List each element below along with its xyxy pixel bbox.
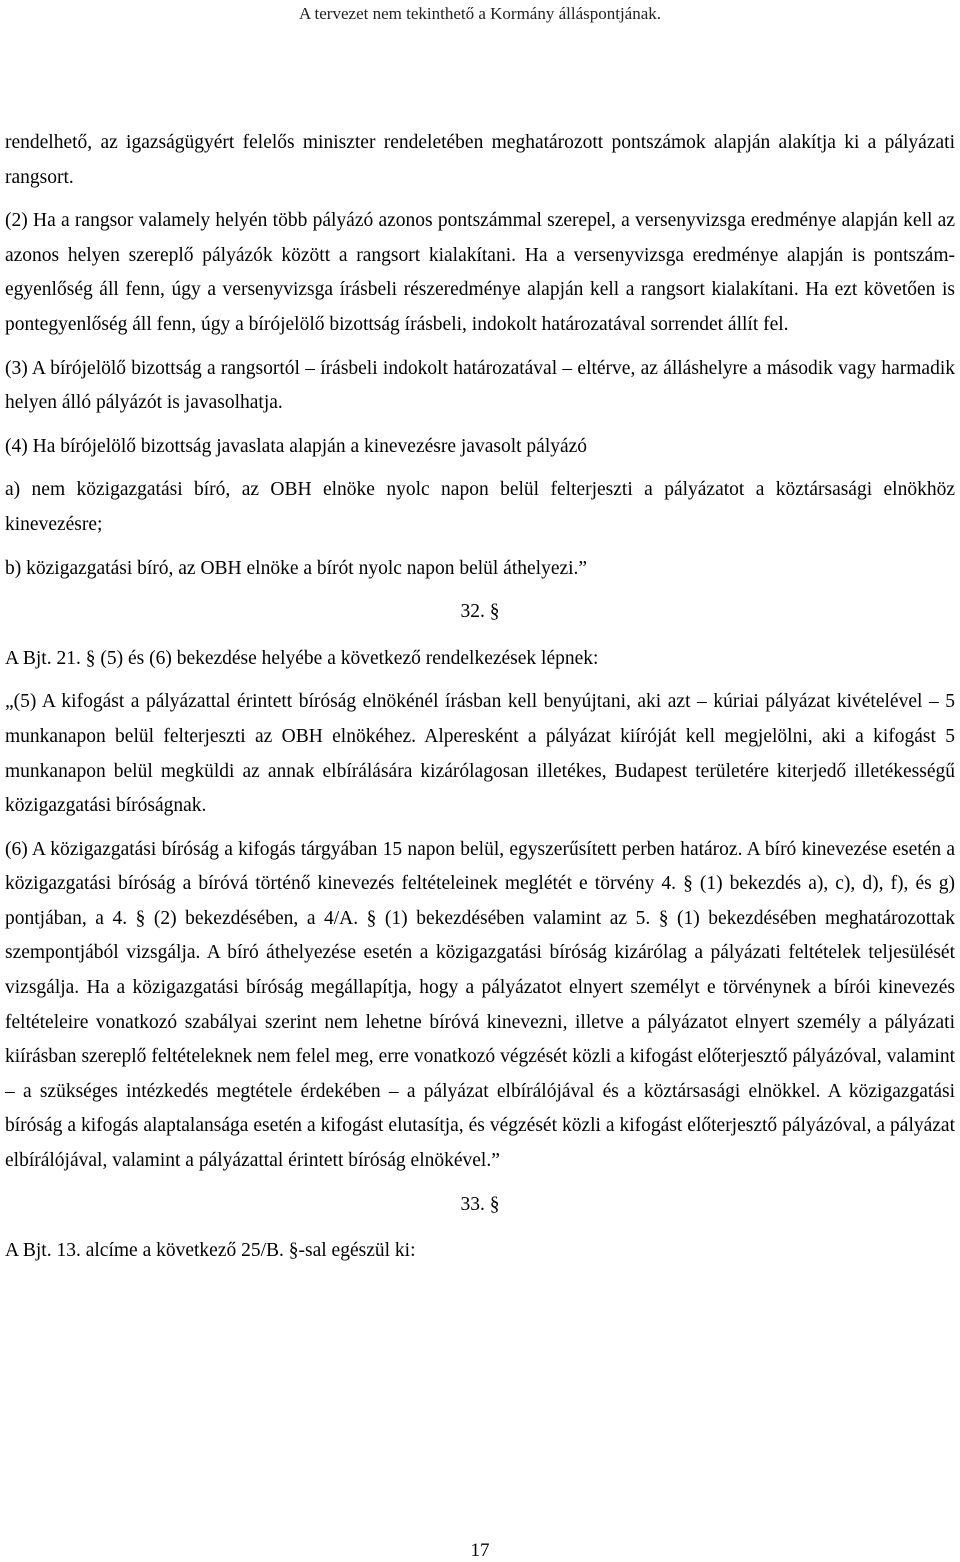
paragraph: (2) Ha a rangsor valamely helyén több pályázó azonos pontszámmal szerepel, a versenyvizsga eredménye alapján kell az azonos helyen szereplő pályázók között a rangsort kialakítani. Ha a versenyvizsga eredménye alapján is pontszám-egyenlőség áll fenn, úgy a versenyvizsga írásbeli részeredménye alapján kell a rangsort kialakítani. Ha ezt követően is pontegyenlőség áll fenn, úgy a bírójelölő bizottság írásbeli, indokolt határozatával sorrendet állít fel.: [5, 210, 955, 335]
paragraph: (6) A közigazgatási bíróság a kifogás tárgyában 15 napon belül, egyszerűsített perben határoz. A bíró kinevezése esetén a közigazgatási bíróság a bíróvá történő kinevezés feltételeinek meglétét e törvény 4. § (1) bekezdés a), c), d), f), és g) pontjában, a 4. § (2) bekezdésében, a 4/A. § (1) bekezdésében valamint az 5. § (1) bekezdésében meghatározottak szempontjából vizsgálja. A bíró áthelyezése esetén a közigazgatási bíróság kizárólag a pályázati feltételek teljesülését vizsgálja. Ha a közigazgatási bíróság megállapítja, hogy a pályázatot elnyert személyt e törvénynek a bírói kinevezés feltételeire vonatkozó szabályai szerint nem lehetne bíróvá kinevezni, illetve a pályázatot elnyert személy a pályázati kiírásban szereplő feltételeknek nem felel meg, erre vonatkozó végzését közli a kifogást előterjesztő pályázóval, valamint – a szükséges intézkedés megtétele érdekében – a pályázat elbírálójával és a köztársasági elnökkel. A közigazgatási bíróság a kifogás alaptalansága esetén a kifogást elutasítja, és végzését közli a kifogást előterjesztő pályázóval, a pályázat elbírálójával, valamint a pályázattal érintett bíróság elnökével.”: [5, 838, 955, 1172]
section-heading: 32. §: [460, 601, 500, 623]
paragraph: b) közigazgatási bíró, az OBH elnöke a bírót nyolc napon belül áthelyezi.”: [5, 557, 588, 579]
paragraph: „(5) A kifogást a pályázattal érintett bíróság elnökénél írásban kell benyújtani, aki azt – kúriai pályázat kivételével – 5 munkanapon belül felterjeszti az OBH elnökéhez. Alperesként a pályázat kiíróját kell megjelölni, aki a kifogást 5 munkanapon belül megküldi az annak elbírálására kizárólagosan illetékes, Budapest területére kiterjedő illetékességű közigazgatási bíróságnak.: [5, 691, 955, 817]
document-body: [5, 126, 955, 1278]
paragraph: (4) Ha bírójelölő bizottság javaslata alapján a kinevezésre javasolt pályázó: [5, 435, 588, 457]
paragraph: A Bjt. 13. alcíme a következő 25/B. §-sal egészül ki:: [5, 1240, 416, 1262]
paragraph: A Bjt. 21. § (5) és (6) bekezdése helyébe a következő rendelkezések lépnek:: [5, 647, 599, 669]
paragraph: (3) A bírójelölő bizottság a rangsortól – írásbeli indokolt határozatával – eltérve, az álláshelyre a második vagy harmadik helyen álló pályázót is javasolhatja.: [5, 357, 955, 414]
section-heading: 33. §: [460, 1193, 500, 1215]
page-header: A tervezet nem tekinthető a Kormány álláspontjának.: [298, 4, 662, 23]
page-number: 17: [470, 1540, 490, 1561]
paragraph: rendelhető, az igazságügyért felelős miniszter rendeletében meghatározott pontszámok alapján alakítja ki a pályázati rangsort.: [5, 132, 955, 188]
paragraph: a) nem közigazgatási bíró, az OBH elnöke nyolc napon belül felterjeszti a pályázatot a köztársasági elnökhöz kinevezésre;: [5, 479, 955, 535]
